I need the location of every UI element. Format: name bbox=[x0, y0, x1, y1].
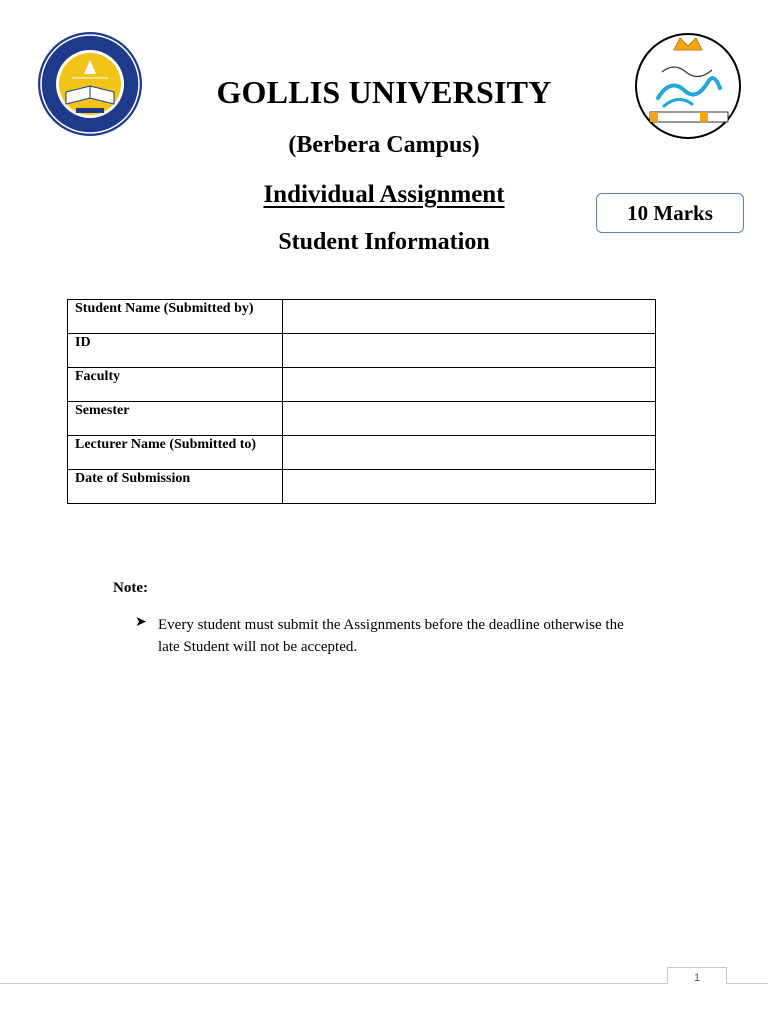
note-bullet-text: Every student must submit the Assignments before the deadline otherwise the late Student will not be accepted. bbox=[158, 617, 624, 655]
arrow-bullet-icon: ➤ bbox=[135, 615, 147, 630]
university-title: GOLLIS UNIVERSITY bbox=[216, 74, 552, 110]
campus-name: (Berbera Campus) bbox=[288, 132, 480, 158]
table-row bbox=[68, 470, 656, 504]
table-row bbox=[68, 402, 656, 436]
row-value[interactable] bbox=[283, 436, 656, 470]
page-number: 1 bbox=[667, 967, 727, 984]
row-label: Date of Submission bbox=[68, 470, 283, 504]
row-label: ID bbox=[68, 334, 283, 368]
assignment-heading-text: Individual Assignment bbox=[263, 181, 505, 208]
table-row bbox=[68, 334, 656, 368]
note-heading: Note: bbox=[113, 580, 148, 596]
table-row bbox=[68, 436, 656, 470]
row-label: Student Name (Submitted by) bbox=[68, 300, 283, 334]
row-value[interactable] bbox=[283, 368, 656, 402]
row-value[interactable] bbox=[283, 300, 656, 334]
section-title: Student Information bbox=[278, 229, 490, 255]
row-value[interactable] bbox=[283, 470, 656, 504]
table-row bbox=[68, 368, 656, 402]
row-label: Semester bbox=[68, 402, 283, 436]
row-value[interactable] bbox=[283, 334, 656, 368]
footer-divider bbox=[0, 983, 768, 984]
student-info-table bbox=[67, 299, 656, 504]
table-row bbox=[68, 300, 656, 334]
row-label: Faculty bbox=[68, 368, 283, 402]
row-value[interactable] bbox=[283, 402, 656, 436]
marks-box: 10 Marks bbox=[596, 193, 744, 233]
row-label: Lecturer Name (Submitted to) bbox=[68, 436, 283, 470]
